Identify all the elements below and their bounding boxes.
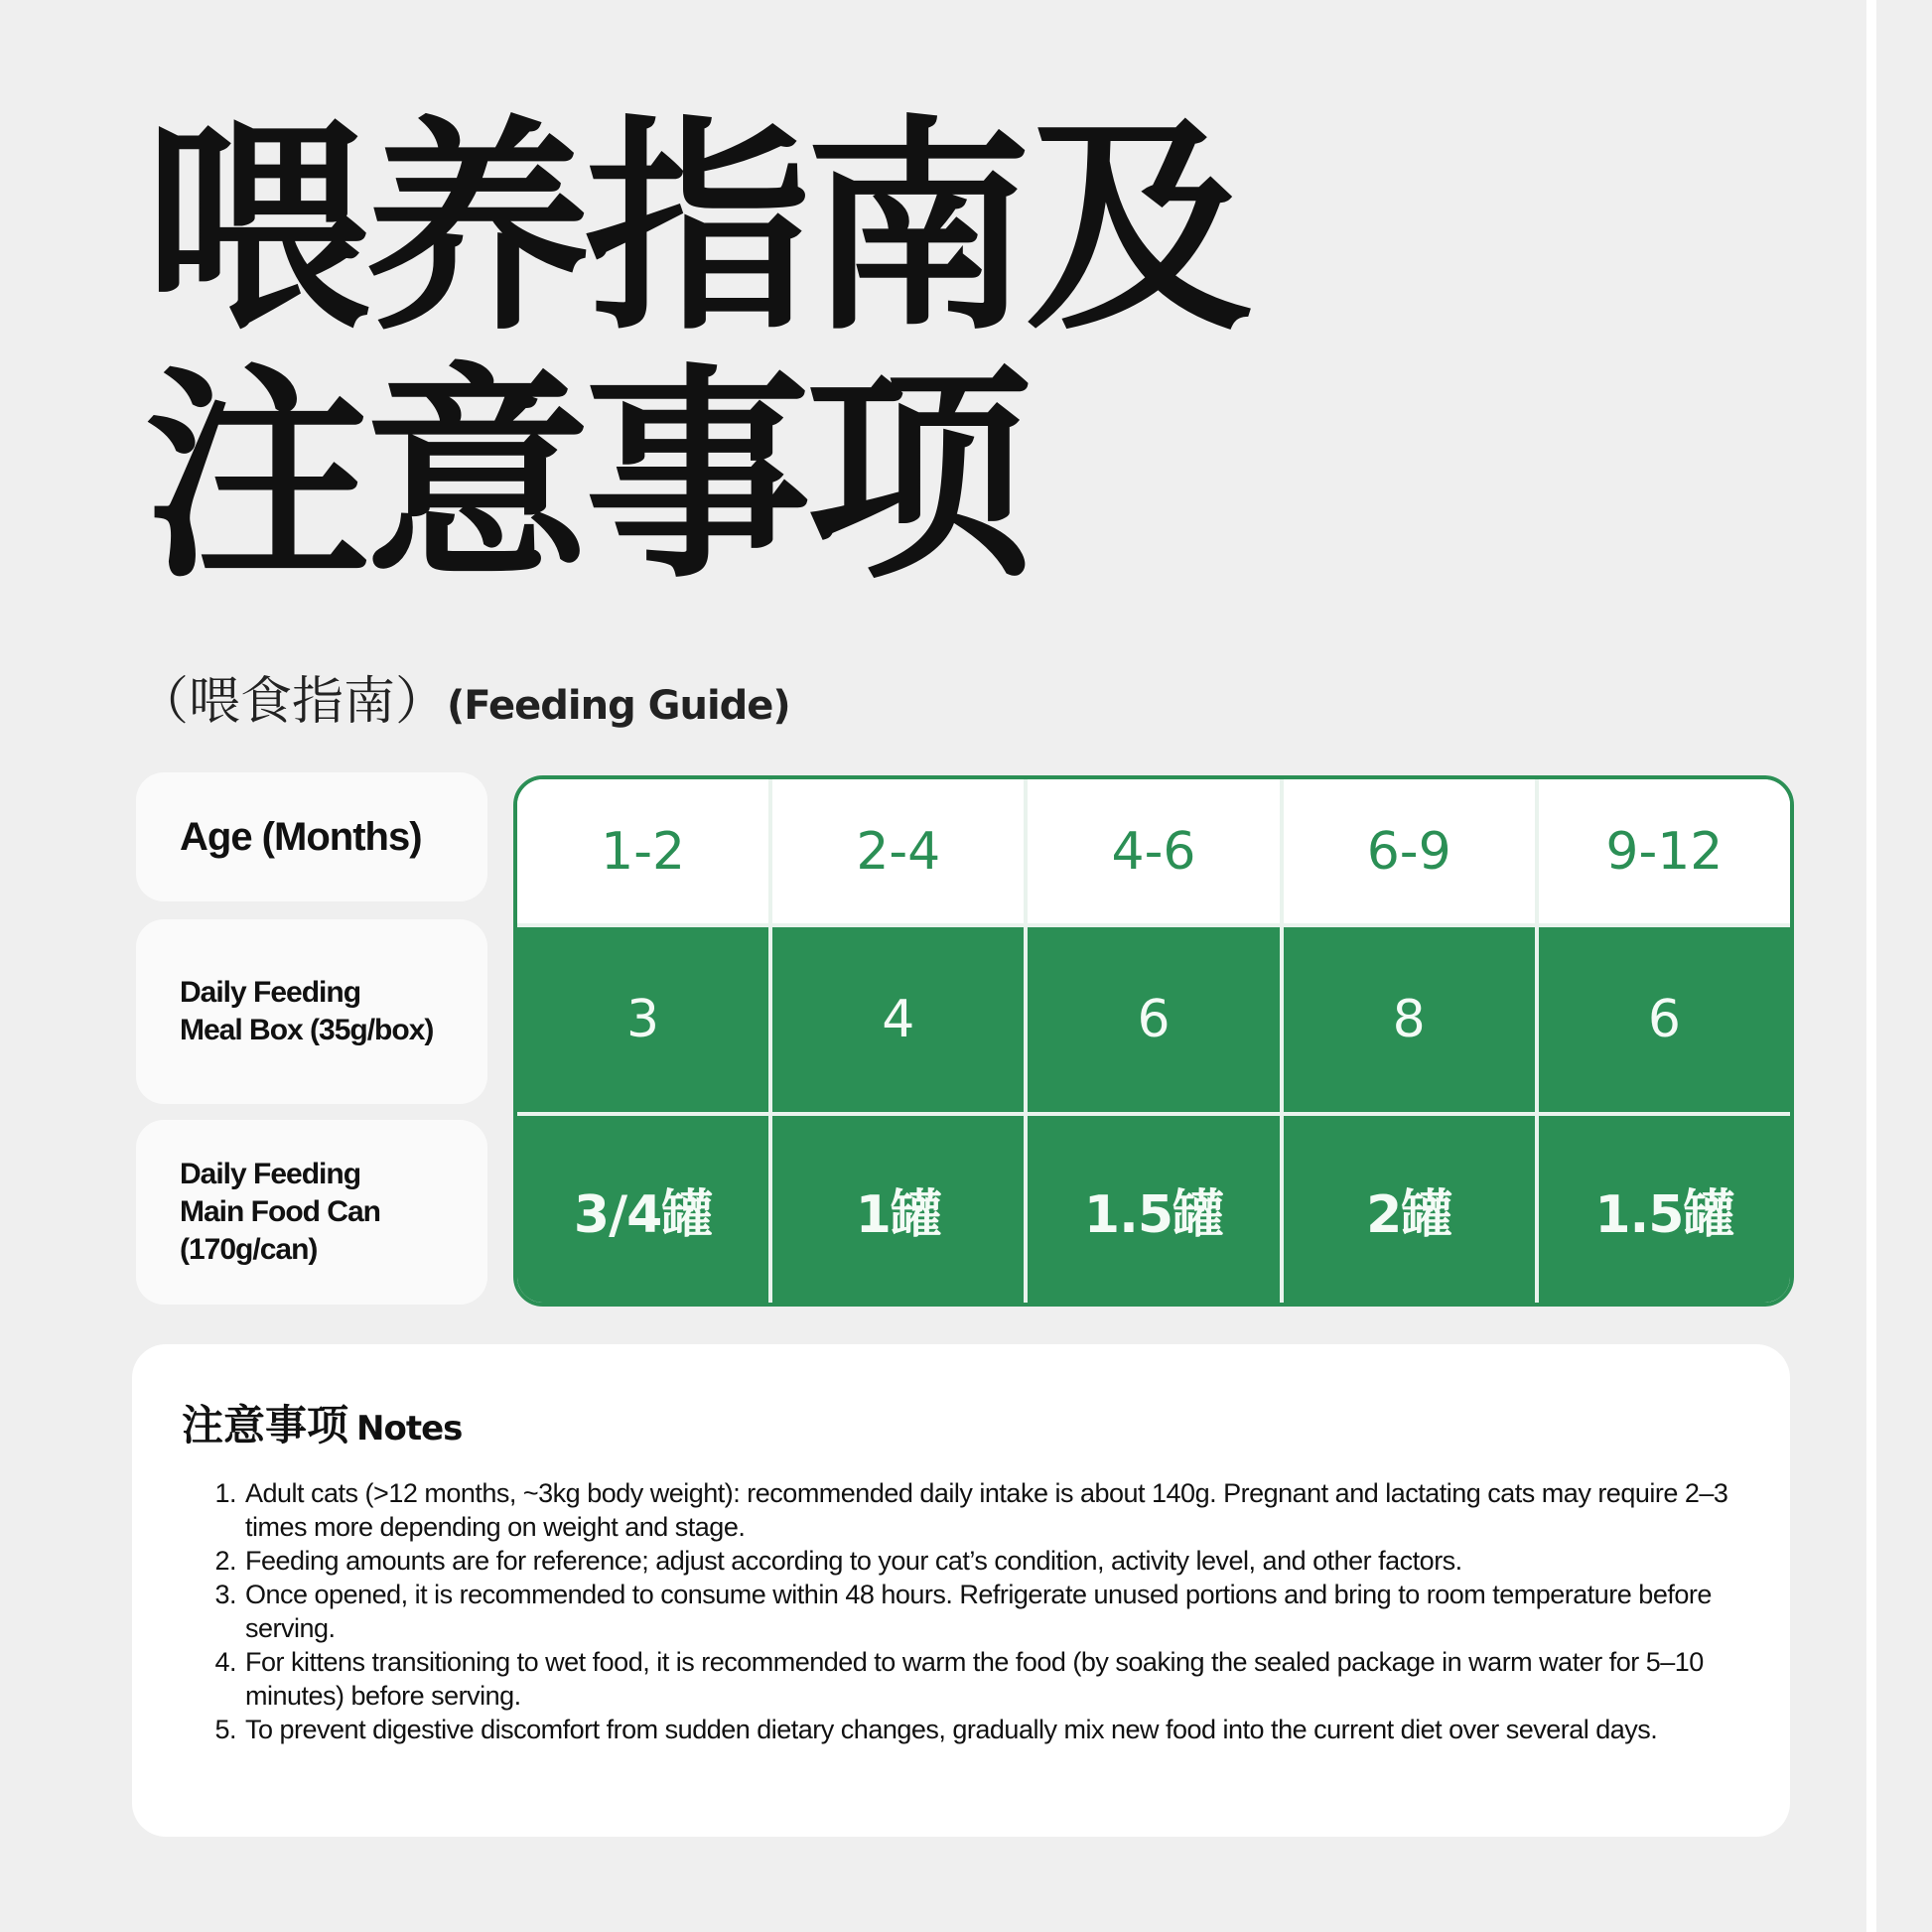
feeding-guide-heading bbox=[137, 667, 790, 741]
age-cell: 9-12 bbox=[1539, 779, 1790, 923]
list-item: 1. Adult cats (>12 months, ~3kg body weight): recommended daily intake is about 140g. Pregnant and lactating cats may require 2–3 times more depending on weight and stage. bbox=[243, 1476, 1740, 1544]
feeding-guide-heading-zh: （喂食指南） bbox=[137, 672, 448, 732]
notes-card bbox=[132, 1344, 1790, 1837]
feeding-table bbox=[513, 775, 1794, 1307]
main-can-cell: 1罐 bbox=[772, 1116, 1024, 1303]
age-cell: 4-6 bbox=[1028, 779, 1279, 923]
feeding-table-grid bbox=[517, 779, 1790, 1303]
main-can-cell: 1.5罐 bbox=[1028, 1116, 1279, 1303]
row-label-meal-box bbox=[136, 919, 487, 1104]
list-item: 5. To prevent digestive discomfort from sudden dietary changes, gradually mix new food into the current diet over several days. bbox=[243, 1713, 1740, 1746]
page-title-line-2: 注意事项 bbox=[144, 345, 1026, 609]
age-cell: 2-4 bbox=[772, 779, 1024, 923]
list-item: 3. Once opened, it is recommended to consume within 48 hours. Refrigerate unused portions and bring to room temperature before serving. bbox=[243, 1578, 1740, 1645]
row-label-age bbox=[136, 772, 487, 901]
row-label-age-text: Age (Months) bbox=[180, 814, 422, 859]
main-can-cell: 1.5罐 bbox=[1539, 1116, 1790, 1303]
meal-box-cell: 3 bbox=[517, 927, 768, 1112]
meal-box-cell: 4 bbox=[772, 927, 1024, 1112]
meal-box-cell: 6 bbox=[1539, 927, 1790, 1112]
list-item: 2. Feeding amounts are for reference; adjust according to your cat’s condition, activity level, and other factors. bbox=[243, 1544, 1740, 1578]
page-title-line-1: 喂养指南及 bbox=[144, 96, 1246, 360]
main-can-cell: 3/4罐 bbox=[517, 1116, 768, 1303]
meal-box-cell: 6 bbox=[1028, 927, 1279, 1112]
notes-list bbox=[182, 1476, 1740, 1746]
right-edge-strip bbox=[1866, 0, 1876, 1932]
page-title bbox=[144, 96, 1435, 609]
age-cell: 1-2 bbox=[517, 779, 768, 923]
notes-heading-en: Notes bbox=[356, 1409, 463, 1449]
row-label-main-can bbox=[136, 1120, 487, 1305]
main-can-cell: 2罐 bbox=[1284, 1116, 1535, 1303]
meal-box-cell: 8 bbox=[1284, 927, 1535, 1112]
feeding-guide-heading-en: (Feeding Guide) bbox=[447, 683, 790, 729]
notes-heading-zh: 注意事项 bbox=[182, 1401, 349, 1449]
row-label-meal-box-text: Daily Feeding Meal Box (35g/box) bbox=[180, 976, 434, 1046]
row-label-main-can-text: Daily Feeding Main Food Can (170g/can) bbox=[180, 1158, 380, 1266]
age-cell: 6-9 bbox=[1284, 779, 1535, 923]
list-item: 4. For kittens transitioning to wet food, it is recommended to warm the food (by soaking the sealed package in warm water for 5–10 minutes) before serving. bbox=[243, 1645, 1740, 1713]
notes-heading bbox=[182, 1396, 1740, 1458]
